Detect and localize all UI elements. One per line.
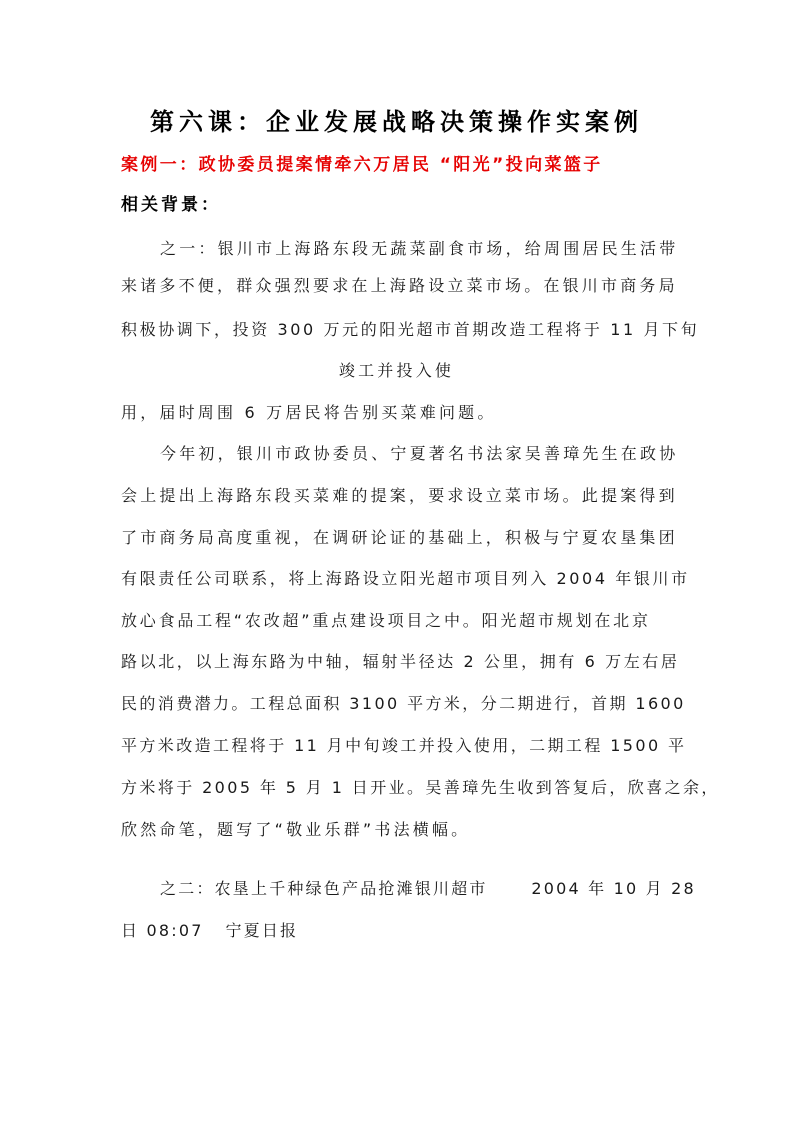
paragraph-line: 今年初，银川市政协委员、宁夏著名书法家吴善璋先生在政协 xyxy=(160,444,679,463)
paragraph-line: 平方米改造工程将于 11 月中旬竣工并投入使用，二期工程 1500 平 xyxy=(121,736,687,755)
paragraph-line: 之一：银川市上海路东段无蔬菜副食市场，给周围居民生活带 xyxy=(160,239,679,258)
paragraph-line: 之二：农垦上千种绿色产品抢滩银川超市 2004 年 10 月 28 xyxy=(160,879,696,898)
background-label: 相关背景： xyxy=(121,195,221,215)
paragraph-line: 欣然命笔，题写了“敬业乐群”书法横幅。 xyxy=(121,820,471,839)
paragraph-line: 来诸多不便，群众强烈要求在上海路设立菜市场。在银川市商务局 xyxy=(121,276,678,295)
paragraph-line: 积极协调下，投资 300 万元的阳光超市首期改造工程将于 11 月下旬 xyxy=(121,320,700,339)
paragraph-line: 竣工并投入使 xyxy=(338,361,455,380)
paragraph-line: 放心食品工程“农改超”重点建设项目之中。阳光超市规划在北京 xyxy=(121,611,651,630)
paragraph-line: 日 08:07 宁夏日报 xyxy=(121,921,299,940)
paragraph-line: 方米将于 2005 年 5 月 1 日开业。吴善璋先生收到答复后，欣喜之余， xyxy=(121,778,720,797)
paragraph-line: 民的消费潜力。工程总面积 3100 平方米，分二期进行，首期 1600 xyxy=(121,694,686,713)
document-title: 第六课：企业发展战略决策操作实案例 xyxy=(150,108,643,136)
paragraph-line: 了市商务局高度重视，在调研论证的基础上，积极与宁夏农垦集团 xyxy=(121,528,678,547)
case-title: 案例一：政协委员提案情牵六万居民 “阳光”投向菜篮子 xyxy=(121,155,603,175)
paragraph-line: 有限责任公司联系，将上海路设立阳光超市项目列入 2004 年银川市 xyxy=(121,569,690,588)
paragraph-line: 会上提出上海路东段买菜难的提案，要求设立菜市场。此提案得到 xyxy=(121,486,678,505)
paragraph-line: 用，届时周围 6 万居民将告别买菜难问题。 xyxy=(121,403,497,422)
paragraph-line: 路以北，以上海东路为中轴，辐射半径达 2 公里，拥有 6 万左右居 xyxy=(121,652,680,671)
